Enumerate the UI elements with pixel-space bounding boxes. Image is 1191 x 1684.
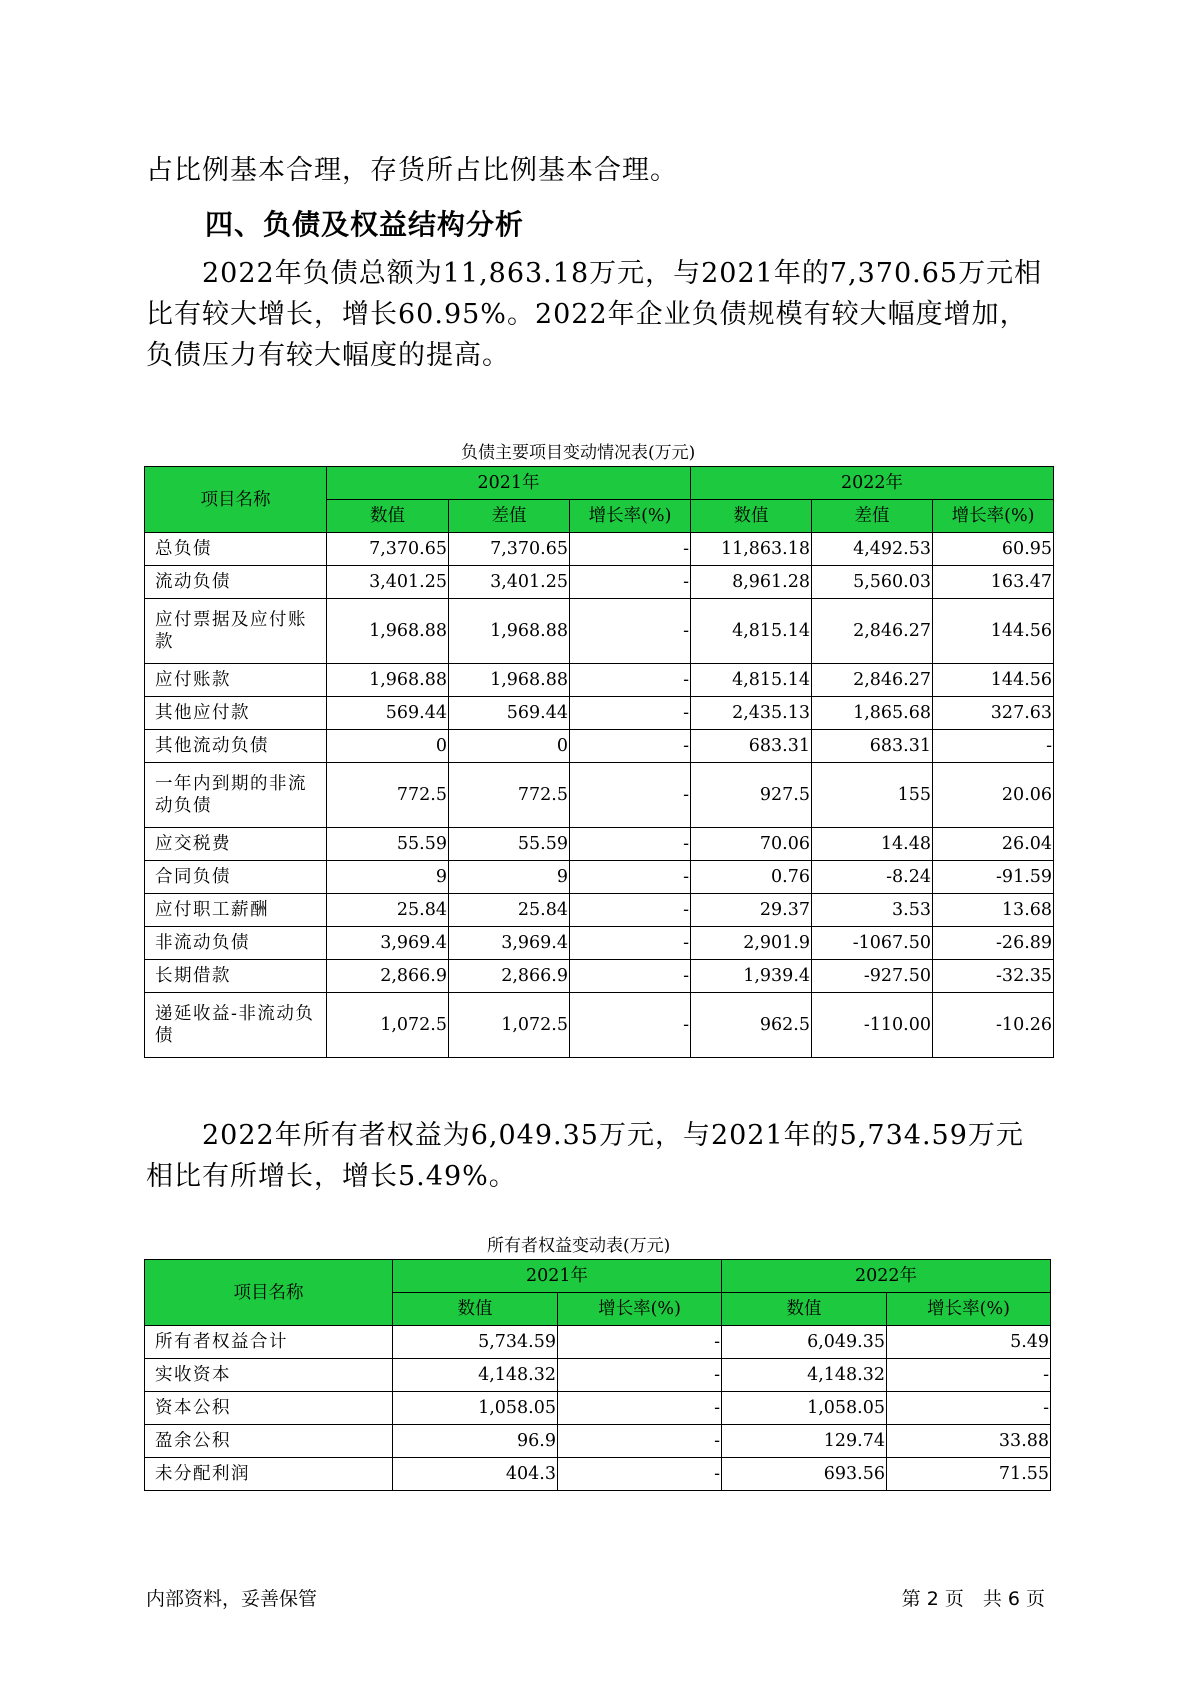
value-cell: 1,058.05 (722, 1392, 887, 1425)
value-cell: 70.06 (691, 828, 812, 861)
value-cell: 1,072.5 (449, 993, 570, 1058)
value-cell: 2,435.13 (691, 697, 812, 730)
value-cell: 0.76 (691, 861, 812, 894)
table-row (145, 533, 1054, 566)
row-label-cell: 实收资本 (145, 1359, 393, 1392)
header-value-2022: 数值 (691, 500, 812, 533)
value-cell: - (570, 763, 691, 828)
table-row (145, 993, 1054, 1058)
row-label-cell: 合同负债 (145, 861, 327, 894)
value-cell: -26.89 (933, 927, 1054, 960)
value-cell: 2,846.27 (812, 599, 933, 664)
value-cell: 26.04 (933, 828, 1054, 861)
value-cell: 5,560.03 (812, 566, 933, 599)
value-cell: 5,734.59 (393, 1326, 558, 1359)
value-cell: 144.56 (933, 664, 1054, 697)
value-cell: 404.3 (393, 1458, 558, 1491)
value-cell: 9 (449, 861, 570, 894)
table-row (145, 927, 1054, 960)
paragraph-liabilities: 2022年负债总额为11,863.18万元，与2021年的7,370.65万元相比有较大增长，增长60.95%。2022年企业负债规模有较大幅度增加，负债压力有较大幅度的提高。 (146, 258, 1043, 371)
header-rate-2021: 增长率(%) (558, 1293, 722, 1326)
value-cell: - (570, 861, 691, 894)
value-cell: 60.95 (933, 533, 1054, 566)
header-year-2022: 2022年 (691, 467, 1054, 500)
table-row (145, 1326, 1051, 1359)
value-cell: - (887, 1359, 1051, 1392)
value-cell: - (887, 1392, 1051, 1425)
value-cell: 33.88 (887, 1425, 1051, 1458)
value-cell: - (570, 993, 691, 1058)
value-cell: 1,058.05 (393, 1392, 558, 1425)
value-cell: - (933, 730, 1054, 763)
value-cell: -110.00 (812, 993, 933, 1058)
row-label-cell: 盈余公积 (145, 1425, 393, 1458)
table-row (145, 763, 1054, 828)
value-cell: 3,969.4 (327, 927, 449, 960)
value-cell: 0 (327, 730, 449, 763)
value-cell: 569.44 (449, 697, 570, 730)
value-cell: - (570, 533, 691, 566)
value-cell: 55.59 (327, 828, 449, 861)
value-cell: 163.47 (933, 566, 1054, 599)
value-cell: 7,370.65 (327, 533, 449, 566)
header-value-2021: 数值 (327, 500, 449, 533)
header-year-2021: 2021年 (393, 1260, 722, 1293)
value-cell: 29.37 (691, 894, 812, 927)
value-cell: - (570, 566, 691, 599)
value-cell: - (558, 1425, 722, 1458)
value-cell: 3,401.25 (449, 566, 570, 599)
row-label-cell: 总负债 (145, 533, 327, 566)
table-row (145, 599, 1054, 664)
value-cell: 683.31 (691, 730, 812, 763)
row-label-cell: 所有者权益合计 (145, 1326, 393, 1359)
value-cell: - (570, 828, 691, 861)
value-cell: -10.26 (933, 993, 1054, 1058)
value-cell: - (570, 697, 691, 730)
value-cell: 13.68 (933, 894, 1054, 927)
header-year-2021: 2021年 (327, 467, 691, 500)
table-row (145, 1458, 1051, 1491)
header-value-2021: 数值 (393, 1293, 558, 1326)
table-row (145, 894, 1054, 927)
header-item-name: 项目名称 (145, 467, 327, 533)
value-cell: 2,846.27 (812, 664, 933, 697)
value-cell: 772.5 (449, 763, 570, 828)
value-cell: 14.48 (812, 828, 933, 861)
value-cell: - (570, 927, 691, 960)
value-cell: 1,865.68 (812, 697, 933, 730)
table-row (145, 566, 1054, 599)
value-cell: 569.44 (327, 697, 449, 730)
table1-caption: 负债主要项目变动情况表(万元) (461, 443, 696, 463)
value-cell: 1,968.88 (327, 664, 449, 697)
value-cell: 96.9 (393, 1425, 558, 1458)
value-cell: 20.06 (933, 763, 1054, 828)
header-rate-2022: 增长率(%) (887, 1293, 1051, 1326)
value-cell: 6,049.35 (722, 1326, 887, 1359)
value-cell: 155 (812, 763, 933, 828)
row-label-cell: 其他应付款 (145, 697, 327, 730)
row-label-cell: 应付职工薪酬 (145, 894, 327, 927)
value-cell: 3,401.25 (327, 566, 449, 599)
value-cell: 9 (327, 861, 449, 894)
value-cell: 144.56 (933, 599, 1054, 664)
table-row (145, 664, 1054, 697)
table-row (145, 730, 1054, 763)
value-cell: 71.55 (887, 1458, 1051, 1491)
value-cell: -927.50 (812, 960, 933, 993)
footer-confidential: 内部资料，妥善保管 (146, 1588, 318, 1610)
row-label-cell: 资本公积 (145, 1392, 393, 1425)
value-cell: 8,961.28 (691, 566, 812, 599)
value-cell: -1067.50 (812, 927, 933, 960)
value-cell: 1,968.88 (327, 599, 449, 664)
header-rate-2021: 增长率(%) (570, 500, 691, 533)
value-cell: 4,815.14 (691, 599, 812, 664)
value-cell: 4,148.32 (393, 1359, 558, 1392)
row-label-cell: 应付账款 (145, 664, 327, 697)
header-year-2022: 2022年 (722, 1260, 1051, 1293)
value-cell: - (558, 1392, 722, 1425)
value-cell: - (570, 599, 691, 664)
value-cell: - (570, 664, 691, 697)
row-label-cell: 应付票据及应付账款 (145, 599, 327, 664)
value-cell: - (570, 730, 691, 763)
value-cell: - (570, 894, 691, 927)
value-cell: 1,968.88 (449, 664, 570, 697)
table2-caption: 所有者权益变动表(万元) (487, 1236, 671, 1256)
equity-table (144, 1259, 1051, 1491)
table-row (145, 1392, 1051, 1425)
header-value-2022: 数值 (722, 1293, 887, 1326)
value-cell: 129.74 (722, 1425, 887, 1458)
value-cell: - (558, 1326, 722, 1359)
paragraph-equity: 2022年所有者权益为6,049.35万元，与2021年的5,734.59万元相比有所增长，增长5.49%。 (146, 1120, 1024, 1192)
table-row (145, 828, 1054, 861)
header-diff-2021: 差值 (449, 500, 570, 533)
value-cell: - (558, 1458, 722, 1491)
value-cell: - (570, 960, 691, 993)
value-cell: 4,815.14 (691, 664, 812, 697)
value-cell: 1,939.4 (691, 960, 812, 993)
value-cell: 2,901.9 (691, 927, 812, 960)
value-cell: 5.49 (887, 1326, 1051, 1359)
value-cell: 11,863.18 (691, 533, 812, 566)
row-label-cell: 未分配利润 (145, 1458, 393, 1491)
table-row (145, 697, 1054, 730)
footer-page-number: 第 2 页 共 6 页 (901, 1588, 1045, 1610)
value-cell: 693.56 (722, 1458, 887, 1491)
value-cell: 0 (449, 730, 570, 763)
header-item-name: 项目名称 (145, 1260, 393, 1326)
row-label-cell: 流动负债 (145, 566, 327, 599)
table-row (145, 960, 1054, 993)
value-cell: 1,968.88 (449, 599, 570, 664)
value-cell: 3,969.4 (449, 927, 570, 960)
value-cell: -32.35 (933, 960, 1054, 993)
row-label-cell: 递延收益-非流动负债 (145, 993, 327, 1058)
value-cell: -8.24 (812, 861, 933, 894)
table-row (145, 861, 1054, 894)
value-cell: -91.59 (933, 861, 1054, 894)
header-rate-2022: 增长率(%) (933, 500, 1054, 533)
table-row (145, 1425, 1051, 1458)
header-diff-2022: 差值 (812, 500, 933, 533)
row-label-cell: 一年内到期的非流动负债 (145, 763, 327, 828)
row-label-cell: 应交税费 (145, 828, 327, 861)
value-cell: 7,370.65 (449, 533, 570, 566)
paragraph-continued: 占比例基本合理，存货所占比例基本合理。 (146, 155, 678, 186)
value-cell: - (558, 1359, 722, 1392)
value-cell: 327.63 (933, 697, 1054, 730)
value-cell: 962.5 (691, 993, 812, 1058)
value-cell: 927.5 (691, 763, 812, 828)
row-label-cell: 非流动负债 (145, 927, 327, 960)
row-label-cell: 长期借款 (145, 960, 327, 993)
value-cell: 3.53 (812, 894, 933, 927)
liabilities-table (144, 466, 1054, 1058)
value-cell: 2,866.9 (327, 960, 449, 993)
table-row (145, 1359, 1051, 1392)
value-cell: 4,492.53 (812, 533, 933, 566)
value-cell: 772.5 (327, 763, 449, 828)
value-cell: 55.59 (449, 828, 570, 861)
value-cell: 25.84 (449, 894, 570, 927)
value-cell: 1,072.5 (327, 993, 449, 1058)
value-cell: 683.31 (812, 730, 933, 763)
row-label-cell: 其他流动负债 (145, 730, 327, 763)
section-heading: 四、负债及权益结构分析 (205, 208, 525, 241)
value-cell: 4,148.32 (722, 1359, 887, 1392)
value-cell: 25.84 (327, 894, 449, 927)
value-cell: 2,866.9 (449, 960, 570, 993)
